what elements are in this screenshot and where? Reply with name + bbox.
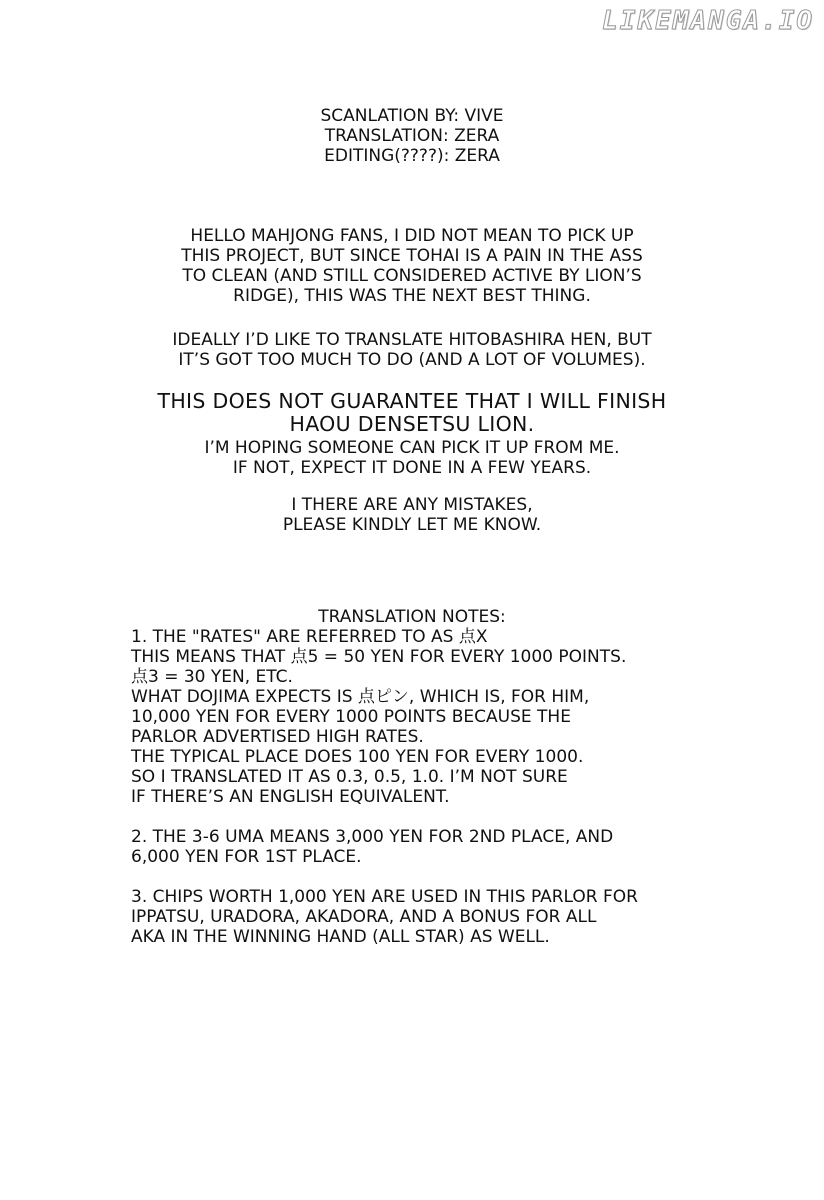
note-1-line: WHAT DOJIMA EXPECTS IS 点ピン, WHICH IS, FOR HIM, xyxy=(131,687,590,707)
note-spacer xyxy=(131,807,638,827)
intro-paragraph xyxy=(0,226,824,306)
intro-line: HELLO MAHJONG FANS, I DID NOT MEAN TO PICK UP xyxy=(190,226,634,246)
credit-translation: TRANSLATION: ZERA xyxy=(324,126,500,146)
translation-notes-title: TRANSLATION NOTES: xyxy=(318,607,506,627)
translation-notes-list xyxy=(131,627,638,947)
mistakes-line: I THERE ARE ANY MISTAKES, xyxy=(291,495,533,515)
note-1-line: 1. THE "RATES" ARE REFERRED TO AS 点X xyxy=(131,627,488,647)
note-spacer xyxy=(131,867,638,887)
hoping-line: I’M HOPING SOMEONE CAN PICK IT UP FROM ME. xyxy=(204,438,620,458)
hoping-paragraph xyxy=(0,438,824,478)
note-1-line: PARLOR ADVERTISED HIGH RATES. xyxy=(131,727,424,747)
note-3-line: 3. CHIPS WORTH 1,000 YEN ARE USED IN THIS PARLOR FOR xyxy=(131,887,638,907)
credit-scanlation: SCANLATION BY: VIVE xyxy=(320,106,504,126)
note-1-line: THIS MEANS THAT 点5 = 50 YEN FOR EVERY 1000 POINTS. xyxy=(131,647,627,667)
site-watermark: LIKEMANGA.IO xyxy=(602,6,814,36)
note-1-line: 10,000 YEN FOR EVERY 1000 POINTS BECAUSE THE xyxy=(131,707,571,727)
credits-block xyxy=(0,106,824,166)
note-1-line: 点3 = 30 YEN, ETC. xyxy=(131,667,293,687)
ideally-line: IT’S GOT TOO MUCH TO DO (AND A LOT OF VOLUMES). xyxy=(178,350,646,370)
guarantee-heading xyxy=(0,390,824,436)
credit-editing: EDITING(????): ZERA xyxy=(324,146,500,166)
guarantee-line: HAOU DENSETSU LION. xyxy=(289,412,535,436)
hoping-line: IF NOT, EXPECT IT DONE IN A FEW YEARS. xyxy=(232,458,592,478)
intro-line: TO CLEAN (AND STILL CONSIDERED ACTIVE BY LION’S xyxy=(182,266,642,286)
note-1-line: IF THERE’S AN ENGLISH EQUIVALENT. xyxy=(131,787,450,807)
mistakes-paragraph xyxy=(0,495,824,535)
intro-line: RIDGE), THIS WAS THE NEXT BEST THING. xyxy=(233,286,591,306)
ideally-paragraph xyxy=(0,330,824,370)
note-1-line: SO I TRANSLATED IT AS 0.3, 0.5, 1.0. I’M NOT SURE xyxy=(131,767,568,787)
note-2-line: 2. THE 3-6 UMA MEANS 3,000 YEN FOR 2ND PLACE, AND xyxy=(131,827,614,847)
ideally-line: IDEALLY I’D LIKE TO TRANSLATE HITOBASHIRA HEN, BUT xyxy=(172,330,652,350)
note-2-line: 6,000 YEN FOR 1ST PLACE. xyxy=(131,847,362,867)
intro-line: THIS PROJECT, BUT SINCE TOHAI IS A PAIN IN THE ASS xyxy=(181,246,643,266)
note-3-line: IPPATSU, URADORA, AKADORA, AND A BONUS FOR ALL xyxy=(131,907,597,927)
mistakes-line: PLEASE KINDLY LET ME KNOW. xyxy=(282,515,542,535)
note-1-line: THE TYPICAL PLACE DOES 100 YEN FOR EVERY 1000. xyxy=(131,747,584,767)
guarantee-line: THIS DOES NOT GUARANTEE THAT I WILL FINISH xyxy=(157,389,667,413)
note-3-line: AKA IN THE WINNING HAND (ALL STAR) AS WELL. xyxy=(131,927,550,947)
